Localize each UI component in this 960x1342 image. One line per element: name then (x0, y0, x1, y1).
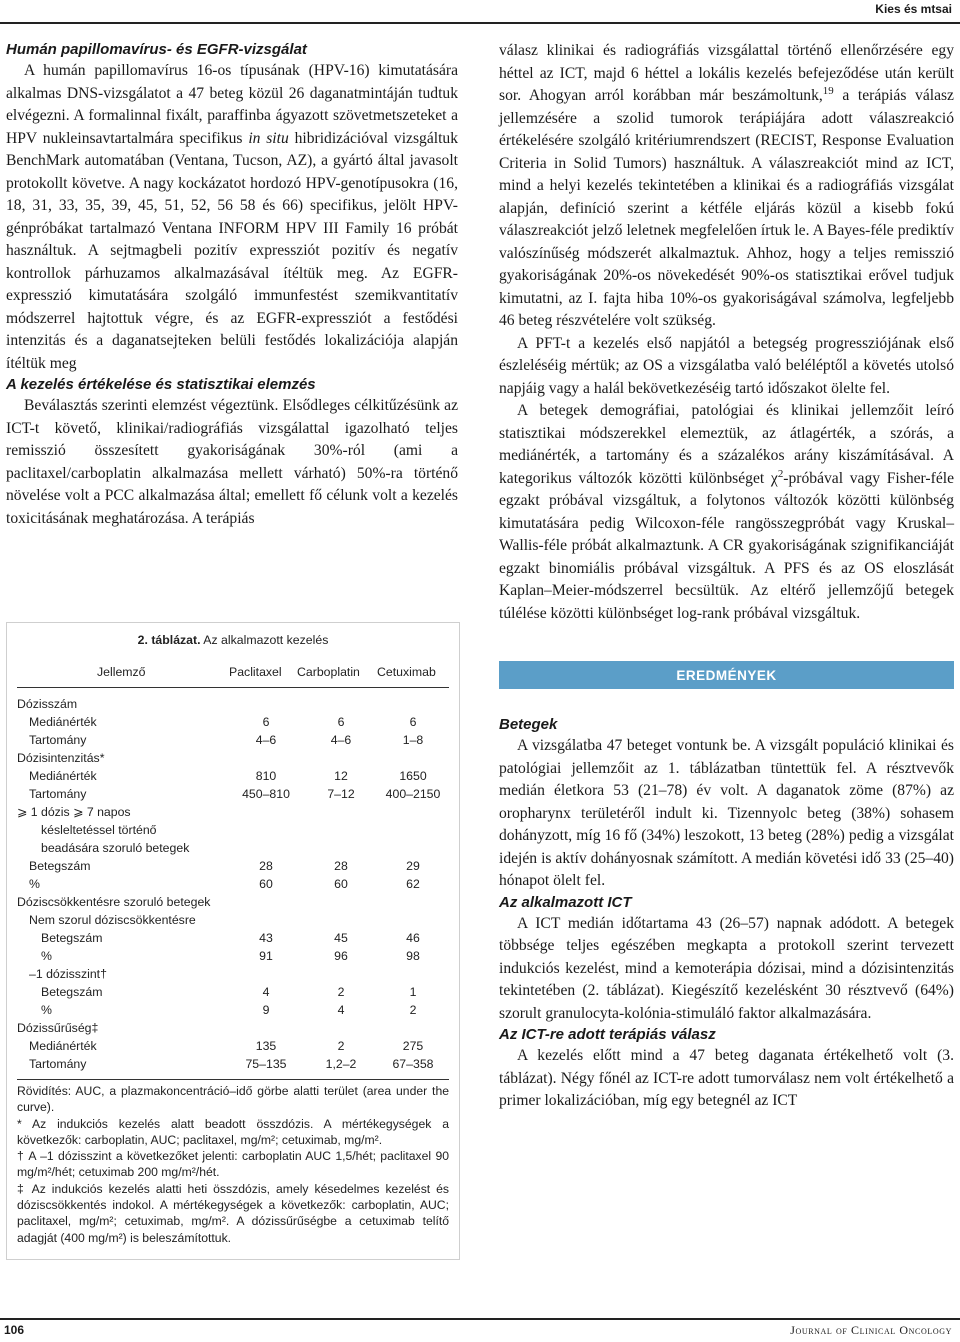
section-label: Kies és mtsai (875, 2, 952, 16)
table-row (17, 821, 449, 839)
row-label: ⩾ 1 dózis ⩾ 7 napos (17, 805, 131, 819)
column-header: Jellemző (97, 665, 146, 679)
table-cell: 6 (337, 715, 345, 729)
table-header (17, 663, 449, 688)
results-banner: EREDMÉNYEK (499, 661, 954, 689)
table-caption: 2. táblázat. Az alkalmazott kezelés (137, 633, 329, 647)
table-row (17, 839, 449, 857)
table-row (17, 911, 449, 929)
table-body (17, 695, 449, 1080)
table-cell: 62 (406, 877, 420, 891)
table-cell: 2 (337, 985, 345, 999)
table-cell: 4–6 (330, 733, 352, 747)
table-cell: 4 (337, 1003, 345, 1017)
table-cell: 45 (334, 931, 348, 945)
right-column (499, 40, 954, 1113)
row-label: % (41, 949, 52, 963)
paragraph-ict-response: A kezelés előtt mind a 47 beteg daganata értékelhető volt (3. táblázat). Négy főnél az ICT-re adott tumorválasz nem volt értékelhető a primer lokalizációban, míg egy betegnél az ICT (499, 1047, 954, 1109)
table-row (17, 1019, 449, 1037)
table-row (17, 875, 449, 893)
row-label: Betegszám (41, 985, 103, 999)
row-label: Betegszám (41, 931, 103, 945)
row-label: Betegszám (29, 859, 91, 873)
paragraph-pft-os: A PFT-t a kezelés első napjától a betegség progressziójának első észleléséig mértük; az OS a vizsgálatba való beléléptől a követés utolsó napjáig vagy a halál bekövetkezéséig tartó időszakot ölelte fel. (499, 334, 954, 397)
row-label: Dóziscsökkentésre szoruló betegek (17, 895, 211, 909)
row-label: –1 dózisszint† (29, 967, 107, 981)
row-label: Tartomány (29, 1057, 87, 1071)
row-label: Nem szorul dóziscsökkentésre (29, 913, 196, 927)
table-row (17, 749, 449, 767)
table-rule (17, 1079, 449, 1080)
table-row (17, 1055, 449, 1073)
table-cell: 60 (259, 877, 273, 891)
table-cell: 98 (406, 949, 420, 963)
table-row (17, 965, 449, 983)
table-cell: 1650 (399, 769, 427, 783)
table-row (17, 983, 449, 1001)
left-column (6, 40, 458, 530)
table-row (17, 929, 449, 947)
table-cell: 43 (259, 931, 273, 945)
table-row (17, 857, 449, 875)
page-number: 106 (4, 1323, 25, 1337)
table-cell: 60 (334, 877, 348, 891)
table-cell: 2 (409, 1003, 417, 1017)
row-label: Dózissűrűség‡ (17, 1021, 99, 1035)
table-cell: 6 (409, 715, 417, 729)
table-row (17, 785, 449, 803)
table-row (17, 1037, 449, 1055)
row-label: Tartomány (29, 733, 87, 747)
table-cell: 28 (334, 859, 348, 873)
footnote: * Az indukciós kezelés alatt beadott összdózis. A mértékegységek a következők: carboplatin, AUC; paclitaxel, mg/m²; cetuximab, mg/m². (17, 1116, 449, 1147)
table-cell: 75–135 (245, 1057, 287, 1071)
table-cell: 400–2150 (385, 787, 441, 801)
table-cell: 67–358 (392, 1057, 434, 1071)
paragraph-hpv-methods: A humán papillomavírus 16-os típusának (HPV-16) kimutatására alkalmas DNS-vizsgálatot a 47 beteg közül 26 daganatmintáján tudtuk elvégezni. A formalinnal fixált, paraffinba ágyazott szövetmetszeteket a HPV nukleinsavtartalmára specifikus in situ hibridizációval vizsgáltuk BenchMark automatában (Ventana, Tucson, AZ), a gyártó által javasolt protokollt követve. A nagy kockázatot hordozó HPV-genotípusokra (16, 18, 31, 33, 35, 39, 45, 51, 52, 56 58 és 66) specifikus, jelölt HPV-génpróbákat tartalmazó Ventana INFORM HPV III Family 16 próbát használtuk. A sejtmagbeli pozitív expressziót pozitív és negatív kontrollok párhuzamos alkalmazásával ítéltük meg. Az EGFR-expresszió kimutatására szolgáló immunfestést szemikvantitatív módszerrel hajtottuk végre, és az EGFR-expressziót a festődési intenzitás és a daganatsejteken belüli festődés lokalizációja alapján ítéltük meg (6, 62, 459, 372)
paragraph-patients: A vizsgálatba 47 beteget vontunk be. A vizsgált populáció klinikai és patológiai jellemzőit az 1. táblázatban tüntettük fel. A résztvevők medián életkora 53 (21–78) év volt. A daganatok zöme (87%) az oropharynx területéről indult ki. Tizennyolc beteg (38%) sohasem dohányzott, míg 16 fő (34%) leszokott, 13 beteg (28%) pedig a vizsgálat idején is aktív dohányosnak számított. A medián követési idő 33 (25–40) hónapot ölelt fel. (499, 737, 954, 889)
table-cell: 1,2–2 (325, 1057, 357, 1071)
heading-ict-response: Az ICT-re adott terápiás válasz (499, 1026, 716, 1043)
table-row (17, 893, 449, 911)
column-header: Paclitaxel (229, 665, 282, 679)
table-row (17, 731, 449, 749)
table-cell: 4–6 (255, 733, 277, 747)
table-cell: 810 (255, 769, 277, 783)
table-cell: 1 (409, 985, 417, 999)
table-row (17, 947, 449, 965)
row-label: % (41, 1003, 52, 1017)
heading-applied-ict: Az alkalmazott ICT (499, 893, 632, 911)
row-label: beadására szoruló betegek (41, 841, 190, 855)
row-label: Mediánérték (29, 1039, 97, 1053)
table-row (17, 1001, 449, 1019)
table-cell: 96 (334, 949, 348, 963)
table-cell: 450–810 (242, 787, 290, 801)
table-row (17, 803, 449, 821)
page-footer (0, 1318, 960, 1342)
table-cell: 12 (334, 769, 348, 783)
row-label: Mediánérték (29, 715, 97, 729)
footnote: ‡ Az indukciós kezelés alatti heti összdózis, amely késedelmes kezelést és dóziscsökkentés indokol. A mértékegységek a következők: carboplatin, AUC; paclitaxel, mg/m²; cetuximab, mg/m². A dózissűrűségbe a cetuximab telítő adagját (400 mg/m²) is beleszámítottuk. (17, 1181, 449, 1245)
paragraph-applied-ict: A ICT medián időtartama 43 (26–57) napnak adódott. A betegek többsége teljes egészében megkapta a protokoll szerint tervezett indukciós kezelést, mind a kemoterápia dózisai, mind a dózisintenzitás tekintetében (2. táblázat). Kiegészítő kezelésként 30 résztvevő (64%) szorult granulocyta-kolónia-stimuláló faktor alkalmazására. (499, 914, 954, 1022)
row-label: Dózisintenzitás* (17, 751, 105, 765)
heading-statistics: A kezelés értékelése és statisztikai elemzés (6, 376, 316, 393)
heading-hpv-egfr: Humán papillomavírus- és EGFR-vizsgálat (6, 41, 307, 58)
journal-name: Journal of Clinical Oncology (790, 1323, 952, 1337)
table-cell: 4 (262, 985, 270, 999)
heading-patients: Betegek (499, 716, 558, 733)
table-cell: 2 (337, 1039, 345, 1053)
table-footnotes (17, 1083, 449, 1246)
table-cell: 6 (262, 715, 270, 729)
table-cell: 29 (406, 859, 420, 873)
column-header: Cetuximab (377, 665, 436, 679)
row-label: Dózisszám (17, 697, 78, 711)
footnote: † A –1 dózisszint a következőket jelenti: carboplatin AUC 1,5/hét; paclitaxel 90 mg/m²/hét; cetuximab 200 mg/m²/hét. (17, 1149, 449, 1180)
table-cell: 46 (406, 931, 420, 945)
footnote: Rövidítés: AUC, a plazmakoncentráció–idő görbe alatti terület (area under the curve). (17, 1084, 449, 1115)
table-2 (6, 622, 460, 1260)
row-label: % (29, 877, 40, 891)
table-cell: 275 (402, 1039, 424, 1053)
paragraph-statistics: Beválasztás szerinti elemzést végeztünk. Elsődleges célkitűzésünk az ICT-t követő, klinikai/radiográfiás vizsgálattal igazolható teljes remisszió összesített gyakoriságának 30%-ról (ami a paclitaxel/carboplatin alkalmazása mellett várható) 50%-ra történő növelése volt a PCC alkalmazása által; emellett fő célunk volt a kezelés toxicitásának meghatározása. A terápiás (6, 397, 458, 527)
row-label: késleltetéssel történő (41, 823, 157, 837)
table-cell: 1–8 (402, 733, 424, 747)
running-head (0, 0, 960, 24)
table-row (17, 767, 449, 785)
column-header: Carboplatin (297, 665, 360, 679)
row-label: Tartomány (29, 787, 87, 801)
table-row (17, 695, 449, 713)
paragraph-response-eval: válasz klinikai és radiográfiás vizsgálattal történő ellenőrzésére egy héttel az ICT, majd 6 héttel a lokális kezelés befejeződése után került sor. Ahogyan arról korábban már beszámoltunk,$^{19}$ a terápiás válasz jellemzésére a szolid tumorok terápiájára adott válaszreakció értékelésére szolgáló kritériumrendszert (RECIST, Response Evaluation Criteria in Solid Tumors) használtuk. A válaszreakciót mind az ICT, mind a helyi kezelés tekintetében a klinikai és a radiográfiás vizsgálat alapján, definíció szerint a kétféle eljárás közül a kisebb fokú válaszreakciót jelző leletnek megfelelően írtuk le. A Bayes-féle prediktív valószínűség módszerét alkalmaztuk. Ahhoz, hogy a teljes remisszió gyakoriságának 20%-os növekedését 90%-os statisztikai erővel tudjuk kimutatni, az I. fajta hiba 10%-os gyakoriságával számolva, legfeljebb 46 beteg részvételére volt szükség. (499, 42, 954, 329)
table-row (17, 713, 449, 731)
row-label: Mediánérték (29, 769, 97, 783)
table-cell: 135 (255, 1039, 277, 1053)
table-cell: 7–12 (327, 787, 355, 801)
table-cell: 28 (259, 859, 273, 873)
paragraph-statistics-methods: A betegek demográfiai, patológiai és klinikai jellemzőit leíró statisztikai módszerekkel elemeztük, az átlagérték, a szórás, a mediánérték, a tartomány és a százalékos arány kiszámításával. A kategorikus változók közötti különbséget $\chi^2$-próbával vagy Fisher-féle egzakt próbával vizsgáltuk, a folytonos változók közötti különbség kimutatására pedig Wilcoxon-féle rangösszegpróbát vagy Kruskal–Wallis-féle próbát alkalmaztunk. A CR gyakoriságának szignifikanciáját egzakt binomiális próbával vizsgáltuk. A PFS és az OS eloszlását Kaplan–Meier-módszerrel becsültük. Az eltérő jellemzőjű betegek túlélése közötti különbséget log-rank próbával vizsgáltuk. (499, 402, 954, 622)
table-cell: 9 (262, 1003, 270, 1017)
table-cell: 91 (259, 949, 273, 963)
